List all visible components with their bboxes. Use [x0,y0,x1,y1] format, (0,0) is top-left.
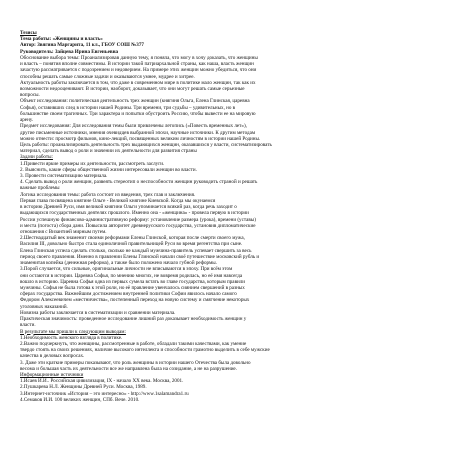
text-line: можно отнести: просмотр фильмов, кино-лекций, посвященных великим личностям в истории нашей Родины. [20,135,261,142]
text-line: Елена Глинская успела сделать столько, сколько не каждый мужчина-правитель успевает свершить за весь [20,247,252,254]
list-item: качества в деловых вопросах. [20,353,85,360]
text-line: Логика исследования темы: работа состоит из введения, трех глав и заключения. [20,191,196,198]
conclusions-list [20,335,438,372]
list-item: 1.Привести яркие примеры их деятельности, рассмотреть заслуги. [20,160,165,167]
document-heading: Тезисы [20,30,37,36]
object-paragraph [20,98,438,123]
text-line: и места (погоста) сбора дани. Повысила авторитет древнерусского государства, установив дипломатические [20,222,256,229]
author-line: Автор: Звягина Маргарита, 11 кл., ГБОУ СОШ №377 [20,42,144,49]
list-item: 2. Выяснить, какие сферы общественной жизни интересовали женщин во власти. [20,166,197,173]
text-line: Объект исследования: политическая деятельность трех женщин (княгиня Ольга, Елена Глинская, царевна [20,98,250,105]
text-line: Цель работы: проанализировать деятельность трех выдающихся женщин, оказавшихся у власти, систематизировать [20,141,272,148]
topic-line: Тема работы: «Женщины и власть» [20,36,103,43]
text-line: 3.Порой случается, что сильные, оригинальные личности не вписываются в эпоху. При всём этом [20,266,233,273]
tasks-heading: Задачи работы: [20,154,53,161]
rationale-paragraph [20,55,438,80]
text-line: период своего правления. Именно в правлении Елены Глинской начали своё путешествие московский рубль и [20,253,260,260]
text-line: 2.Шестнадцатый век знаменит своими реформами Елены Глинской, которая после смерти своего мужа, [20,235,245,242]
list-item: 4.Семаков И.И. 100 великих женщин, СПб. Вече. 2010. [20,396,140,403]
subject-paragraph [20,123,438,154]
text-line: уголовных наказаний. [20,303,68,310]
list-item: весома и большая часть их деятельности все же направлена была на созидание, а не на разрушение. [20,365,237,372]
document-page [20,30,438,403]
text-line: Федором Алексеевичем «местничества», постепенный переход на новую систему и смягчение некоторых [20,297,250,304]
text-line: вошло в историю. Царевна Софья одна из первых сумела встать во главе государства, которым правили [20,278,245,285]
list-item: 2.Пушкарева Н.Л. Женщины Древней Руси. Москва, 1989. [20,384,147,391]
list-item: 2.Важно подчеркнуть, что женщины, рассмотренные в работе, обладали такими качествами, как умение [20,340,247,347]
list-item: 3.Интернет-источник «История – это интересно» - http://www.1salamandra1.ru [20,390,189,397]
list-item: 4. Сделать вывод о роли женщин, развеять стереотип о неспособности женщин руководить страной и решать [20,179,258,186]
text-line: другие письменные источники, мнения очевидцев выбранной эпохи, научные источники. К другим методам [20,129,256,136]
text-line: вопросы. [20,92,40,99]
text-line: мужчины. Софья не была готова к этой роли, но её правление увенчалось сиянием свершений в разных [20,284,245,291]
text-line: и власть – понятия вполне совместимы. В истории такой патриархальной страны, как наша, власть женщин [20,61,254,68]
text-line: России успешную финансово-административную реформу: установление размера (урока), времени (уставы) [20,216,256,223]
list-item: важные проблемы [20,185,60,192]
text-line: выдающихся государственных деятелях прошлого. Именно она - «женщина» - провела первую в истории [20,210,249,217]
conclusions-heading: В результате мы пришли к следующим выводам: [20,328,126,335]
text-line: власти. [20,322,36,329]
text-line: Василия III, довольно быстро стала единоличной правительницей Руси во время регентства при сыне. [20,241,243,248]
text-line: Актуальность работы заключается в том, что даже в современном мире в политике мало женщин, так как их [20,79,256,86]
text-line: Практическая значимость: проведенное исследование лишний раз доказывает необходимость женщин у [20,316,247,323]
list-item: 3. Провести систематизацию материала. [20,173,108,180]
sources-list [20,378,438,403]
tasks-list [20,161,438,192]
text-line: Софья), оставивших след в истории нашей Родины. Три времени, три судьбы – удивительных, но в [20,104,236,111]
text-line: Обоснование выбора темы: Проанализировав данную тему, я поняла, что могу в хочу доказать, что женщины [20,54,258,61]
text-line: в историю Древней Руси, имя великой княгини Ольги упоминается всякий раз, когда речь заходит о [20,204,237,211]
text-line: арену. [20,117,34,124]
list-item: 1.Исаев И.И.. Российская цивилизация, IX - начало XX века. Москва, 2001. [20,378,184,385]
sources-heading: Информационные источники [20,372,84,379]
list-item: твердо стоять на своих решениях, наличие высокого интеллекта и способности грамотно выделить в себе мужские [20,347,270,354]
text-line: материал, сделать вывод о роли и значении их деятельности для развития страны [20,148,197,155]
list-item: 3. Даже эти краткие примеры показывают, что роль женщины в истории нашего Отечества была довольно [20,359,251,366]
text-line: возможности недооценивают. В истории, наоборот, доказывает, что они могут решать самые серьезные [20,85,245,92]
text-line: они остаются в истории. Царевна Софья, по мнению многих, не вовремя родилась, но её имя навсегда [20,272,243,279]
text-line: Предмет исследования: Для исследования темы были привлечены летопись («Повесть временных лет»), [20,123,247,130]
structure-paragraph [20,192,438,310]
list-item: 1.Необходимость женского взгляда в политике. [20,334,123,341]
novelty-line: Новизна работы заключается в систематизации и сравнении материала. [20,309,176,316]
practical-paragraph [20,316,438,328]
text-line: знаменитая копейка (денежная реформа), а также было положено начало губной реформы. [20,260,217,267]
text-line: сферах государства. Важнейшим достижением внутренней политики Софии явилось начало самого [20,291,237,298]
text-line: Первая глава посвящена княгине Ольге - Великой княгине Киевской. Когда мы окунаемся [20,197,216,204]
relevance-paragraph [20,80,438,99]
text-line: зачастую рассматривается с подозрением и недоверием. На примере этих женщин можно убедиться, что они [20,67,257,74]
text-line: отношения с Византией мирным путем. [20,229,107,235]
supervisor-line: Руководитель: Зайцева Ирина Евгеньевна [20,48,119,55]
text-line: большинстве своем трагичных. Три характера и попытки обустроить Россию, чтобы вывести ее на мировую [20,110,256,117]
text-line: способны решать самые сложные задачи и оказываются умнее, мудрее и хитрее. [20,73,195,80]
